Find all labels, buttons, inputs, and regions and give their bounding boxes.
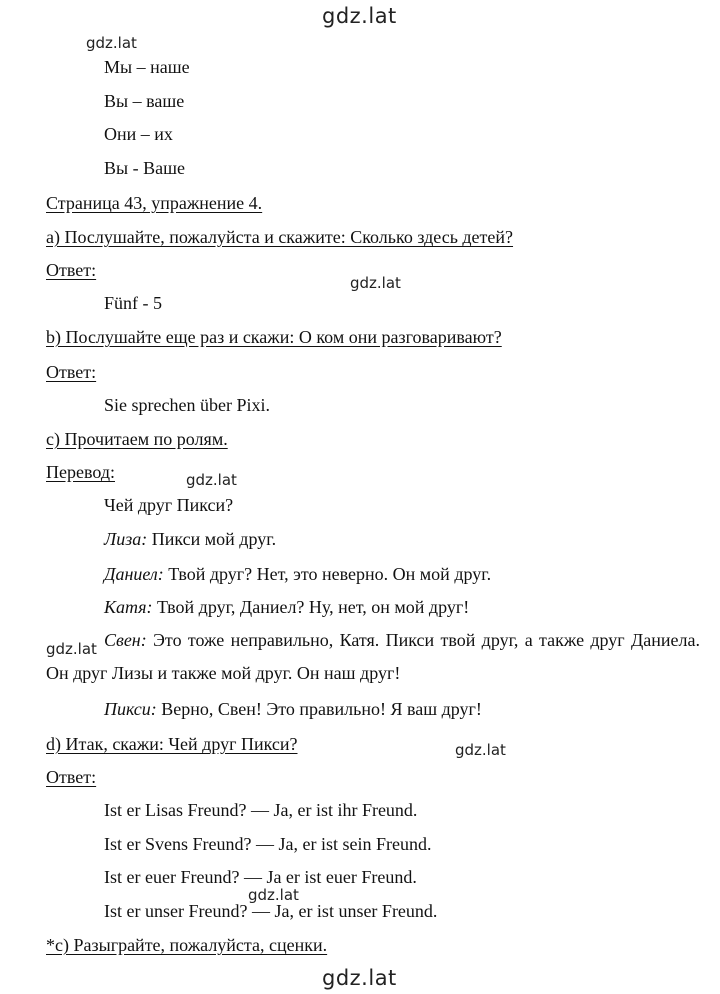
dialogue-line [104,698,482,720]
pronoun-line: Вы - Ваше [104,158,185,178]
watermark-bottom: gdz.lat [322,966,397,990]
watermark: gdz.lat [46,640,97,658]
question-d: d) Итак, скажи: Чей друг Пикси? [46,734,298,754]
answer-b: Sie sprechen über Pixi. [104,395,270,415]
speaker-name: Пикси: [104,699,157,719]
speaker-text: Это тоже неправильно, Катя. Пикси твой друг, а также друг Даниела. Он друг Лизы и также мой друг. Он наш друг! [46,630,700,683]
answer-line: Ist er Lisas Freund? — Ja, er ist ihr Freund. [104,800,418,820]
dialogue-intro: Чей друг Пикси? [104,495,234,515]
title-e: *c) Разыграйте, пожалуйста, сценки. [46,935,328,955]
speaker-text: Твой друг, Даниел? Ну, нет, он мой друг! [152,597,470,617]
answer-a: Fünf - 5 [104,293,162,313]
speaker-text: Верно, Свен! Это правильно! Я ваш друг! [156,699,482,719]
question-a: a) Послушайте, пожалуйста и скажите: Сколько здесь детей? [46,227,514,247]
pronoun-line: Они – их [104,124,173,144]
speaker-name: Свен: [104,630,147,650]
watermark: gdz.lat [186,471,237,489]
speaker-text: Твой друг? Нет, это неверно. Он мой друг. [163,564,492,584]
dialogue-line [104,596,469,618]
answer-label-d: Ответ: [46,767,97,787]
speaker-text: Пикси мой друг. [147,529,277,549]
speaker-name: Катя: [104,597,153,617]
watermark-top: gdz.lat [322,4,397,28]
translation-label: Перевод: [46,462,115,482]
watermark: gdz.lat [86,34,137,52]
pronoun-line: Мы – наше [104,57,190,77]
dialogue-line [104,563,491,585]
dialogue-line [104,528,276,550]
answer-label-b: Ответ: [46,362,97,382]
title-c: c) Прочитаем по ролям. [46,429,228,449]
watermark: gdz.lat [455,741,506,759]
section-header: Страница 43, упражнение 4. [46,193,263,213]
watermark: gdz.lat [350,274,401,292]
answer-line: Ist er Svens Freund? — Ja, er ist sein Freund. [104,834,432,854]
speaker-name: Лиза: [104,529,148,549]
question-b: b) Послушайте еще раз и скажи: О ком они разговаривают? [46,327,502,347]
pronoun-line: Вы – ваше [104,91,185,111]
answer-line: Ist er euer Freund? — Ja er ist euer Freund. [104,867,417,887]
dialogue-paragraph [46,624,700,690]
speaker-name: Даниел: [104,564,164,584]
answer-label-a: Ответ: [46,260,97,280]
watermark: gdz.lat [248,886,299,904]
answer-line: Ist er unser Freund? — Ja, er ist unser Freund. [104,901,438,921]
